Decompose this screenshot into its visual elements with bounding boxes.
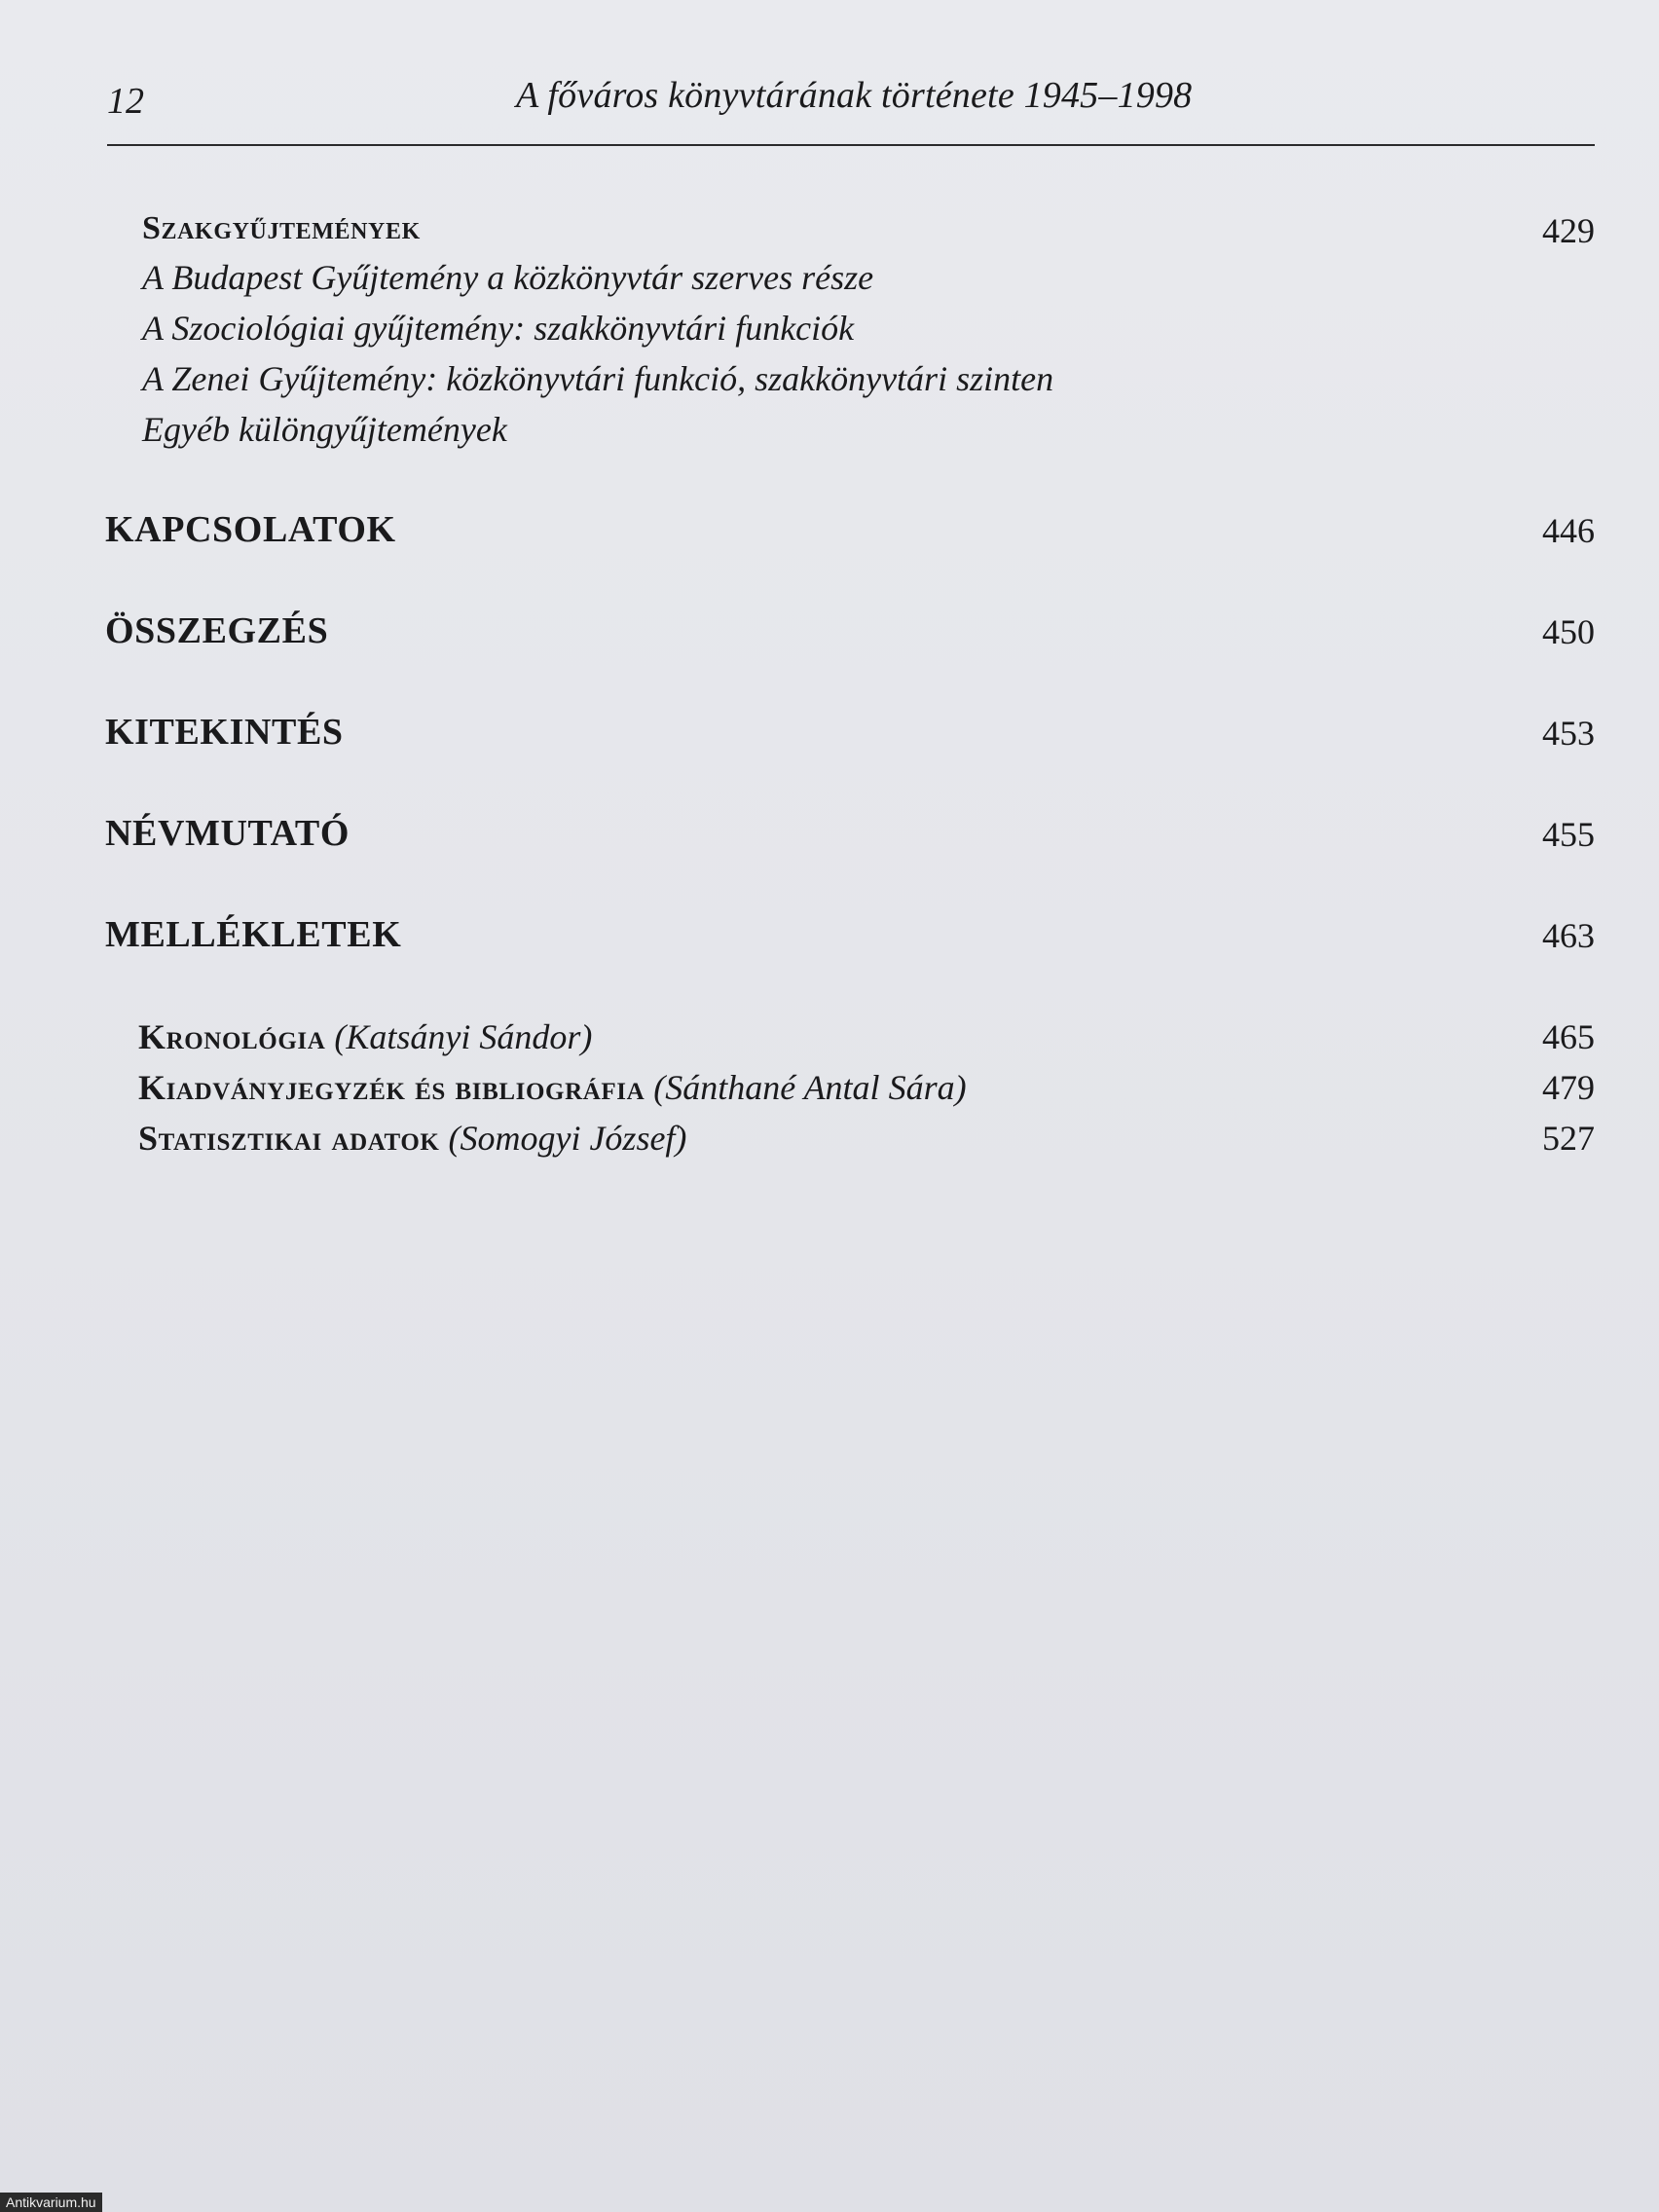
appendix-title: Kronológia	[138, 1017, 326, 1056]
appendix-author: (Somogyi József)	[448, 1119, 687, 1158]
toc-section-page: 450	[1542, 612, 1595, 651]
page-header	[107, 70, 1595, 148]
toc-section-title: KAPCSOLATOK	[105, 509, 396, 550]
running-title: A főváros könyvtárának története 1945–1998	[516, 75, 1193, 116]
header-rule	[107, 144, 1595, 146]
watermark-label: Antikvarium.hu	[0, 2193, 102, 2212]
appendix-title: Kiadványjegyzék és bibliográfia	[138, 1068, 645, 1107]
toc-subentry: A Budapest Gyűjtemény a közkönyvtár szerves része	[142, 258, 874, 297]
appendix-page: 527	[1542, 1119, 1595, 1158]
toc-section-title: ÖSSZEGZÉS	[105, 610, 329, 651]
toc-section-title: NÉVMUTATÓ	[105, 813, 350, 854]
toc-section-page: 455	[1542, 815, 1595, 854]
page-number: 12	[107, 81, 144, 122]
appendix-page: 465	[1542, 1017, 1595, 1056]
toc-section-page: 463	[1542, 916, 1595, 955]
toc-subentry: A Zenei Gyűjtemény: közkönyvtári funkció, szakkönyvtári szinten	[142, 359, 1054, 398]
toc-section-page: 453	[1542, 714, 1595, 753]
toc-section-title: MELLÉKLETEK	[105, 914, 402, 955]
appendix-page: 479	[1542, 1068, 1595, 1107]
appendix-author: (Katsányi Sándor)	[334, 1017, 593, 1056]
toc-section-page: 446	[1542, 511, 1595, 550]
toc-section-title: KITEKINTÉS	[105, 712, 344, 753]
toc-subentry: Egyéb különgyűjtemények	[142, 410, 507, 449]
appendix-author: (Sánthané Antal Sára)	[653, 1068, 967, 1107]
toc-subentry: A Szociológiai gyűjtemény: szakkönyvtári funkciók	[142, 309, 855, 348]
toc-entry-title: Szakgyűjtemények	[142, 210, 421, 246]
toc-entry-page: 429	[1542, 211, 1595, 250]
appendix-title: Statisztikai adatok	[138, 1119, 440, 1158]
